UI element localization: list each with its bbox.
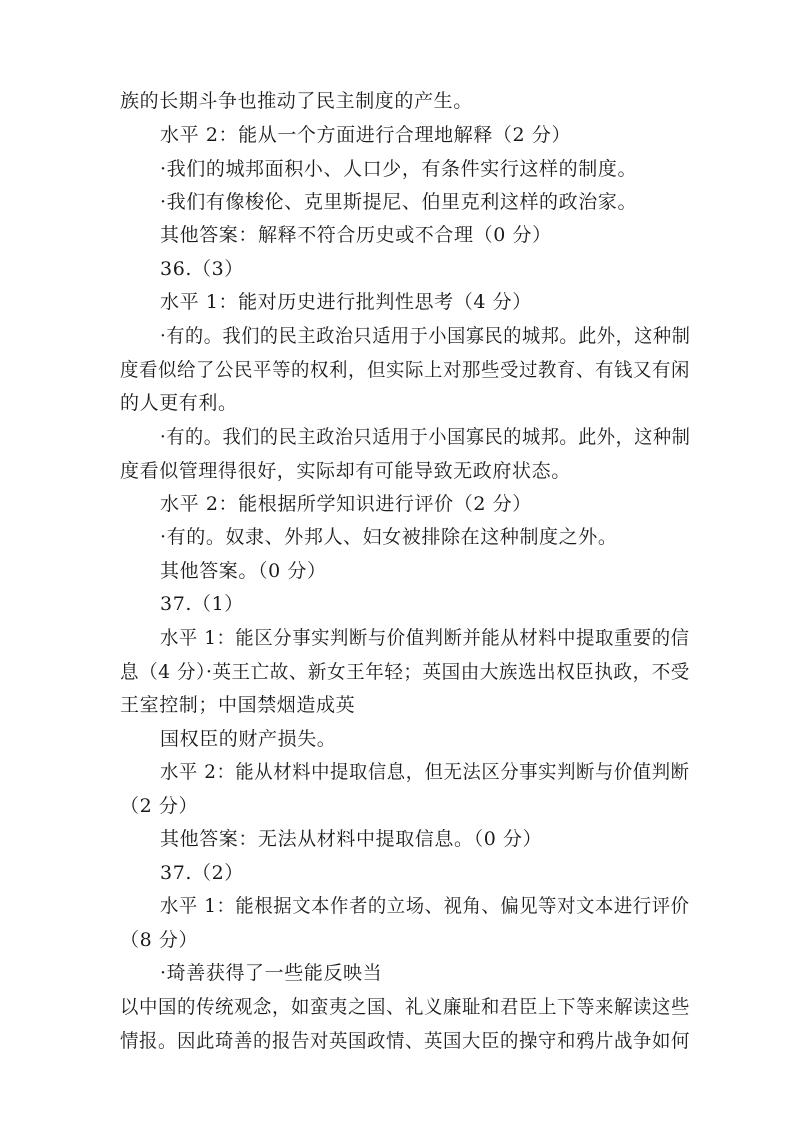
text-line: 国权臣的财产损失。 [160,728,337,750]
text-line: （8 分） [120,929,199,951]
text-line: 息（4 分）·英王亡故、新女王年轻；英国由大族选出权臣执政，不受 [120,661,690,683]
text-line: （2 分） [120,795,199,817]
text-line: 水平 1：能对历史进行批判性思考（4 分） [160,291,532,313]
text-line: 其他答案：解释不符合历史或不合理（0 分） [160,224,552,246]
text-line: 其他答案：无法从材料中提取信息。（0 分） [160,828,543,850]
text-line: 族的长期斗争也推动了民主制度的产生。 [120,90,473,112]
text-line: ·有的。我们的民主政治只适用于小国寡民的城邦。此外，这种制 [160,325,691,347]
question-number: 36.（3） [160,258,244,280]
text-line: ·有的。我们的民主政治只适用于小国寡民的城邦。此外，这种制 [160,426,691,448]
text-line: 王室控制；中国禁烟造成英 [120,694,356,716]
text-line: 度看似给了公民平等的权利，但实际上对那些受过教育、有钱又有闲 [120,359,691,381]
text-line: 情报。因此琦善的报告对英国政情、英国大臣的操守和鸦片战争如何 [120,1030,691,1052]
text-line: 水平 2：能根据所学知识进行评价（2 分） [160,493,532,515]
text-line: 的人更有利。 [120,392,238,414]
question-number: 37.（1） [160,593,244,615]
text-line: ·我们有像梭伦、克里斯提尼、伯里克利这样的政治家。 [160,191,638,213]
text-line: ·我们的城邦面积小、人口少，有条件实行这样的制度。 [160,158,638,180]
text-line: 水平 2：能从一个方面进行合理地解释（2 分） [160,124,572,146]
text-line: 水平 2：能从材料中提取信息，但无法区分事实判断与价值判断 [160,761,690,783]
text-line: 其他答案。（0 分） [160,560,327,582]
text-line: 水平 1：能区分事实判断与价值判断并能从材料中提取重要的信 [160,627,690,649]
question-number: 37.（2） [160,862,244,884]
text-line: 度看似管理得很好，实际却有可能导致无政府状态。 [120,460,571,482]
text-line: ·琦善获得了一些能反映当 [160,962,383,984]
text-line: 以中国的传统观念，如蛮夷之国、礼义廉耻和君臣上下等来解读这些 [120,996,691,1018]
text-line: ·有的。奴隶、外邦人、妇女被排除在这种制度之外。 [160,526,618,548]
text-line: 水平 1：能根据文本作者的立场、视角、偏见等对文本进行评价 [160,895,690,917]
